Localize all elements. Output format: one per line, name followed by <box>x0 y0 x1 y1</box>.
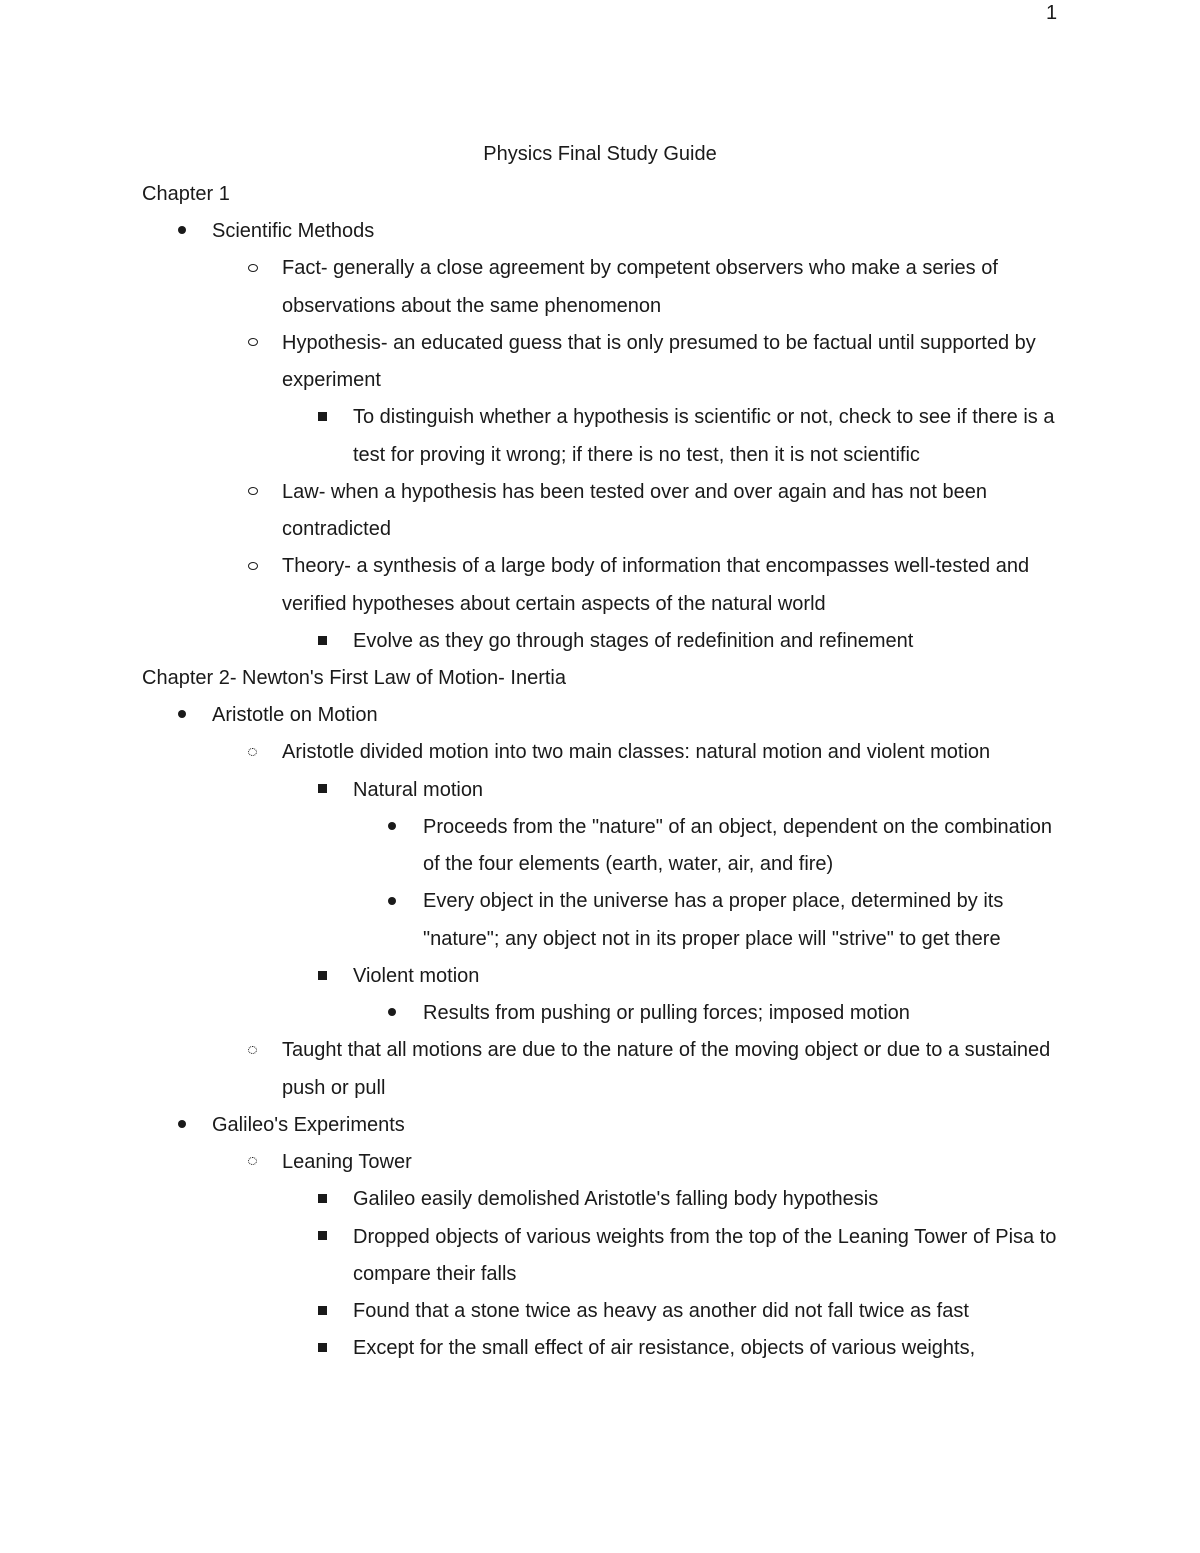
list-item: Hypothesis- an educated guess that is only presumed to be factual until supported by experiment <box>142 325 1072 400</box>
list-item: Proceeds from the "nature" of an object, dependent on the combination of the four elements (earth, water, air, and fire) <box>142 809 1072 884</box>
bullet-square-icon <box>318 1330 327 1367</box>
bullet-disc-icon <box>388 995 396 1032</box>
list-item: Aristotle on Motion <box>142 697 1072 734</box>
bullet-square-icon <box>318 958 327 995</box>
list-item: Leaning Tower <box>142 1144 1072 1181</box>
bullet-circle-icon <box>248 548 258 585</box>
list-item: Results from pushing or pulling forces; imposed motion <box>142 995 1072 1032</box>
bullet-circle-icon <box>248 250 258 287</box>
list-item: Aristotle divided motion into two main classes: natural motion and violent motion <box>142 734 1072 771</box>
list-item: Fact- generally a close agreement by competent observers who make a series of observations about the same phenomenon <box>142 250 1072 325</box>
list-item: Except for the small effect of air resistance, objects of various weights, <box>142 1330 1072 1367</box>
bullet-dotted-circle-icon <box>248 1032 257 1069</box>
bullet-square-icon <box>318 1293 327 1330</box>
bullet-square-icon <box>318 1181 327 1218</box>
document-body <box>142 176 1072 1368</box>
bullet-disc-icon <box>178 213 186 250</box>
bullet-disc-icon <box>388 883 396 920</box>
list-item: To distinguish whether a hypothesis is scientific or not, check to see if there is a test for proving it wrong; if there is no test, then it is not scientific <box>142 399 1072 474</box>
list-item: Scientific Methods <box>142 213 1072 250</box>
chapter-1-heading: Chapter 1 <box>142 183 230 205</box>
list-item: Violent motion <box>142 958 1072 995</box>
list-item: Dropped objects of various weights from the top of the Leaning Tower of Pisa to compare their falls <box>142 1219 1072 1294</box>
list-item: Every object in the universe has a proper place, determined by its "nature"; any object not in its proper place will "strive" to get there <box>142 883 1072 958</box>
list-item: Found that a stone twice as heavy as another did not fall twice as fast <box>142 1293 1072 1330</box>
bullet-square-icon <box>318 1219 327 1256</box>
list-item: Natural motion <box>142 772 1072 809</box>
bullet-disc-icon <box>178 697 186 734</box>
list-item: Theory- a synthesis of a large body of information that encompasses well-tested and verified hypotheses about certain aspects of the natural world <box>142 548 1072 623</box>
list-item: Galileo's Experiments <box>142 1107 1072 1144</box>
bullet-square-icon <box>318 623 327 660</box>
bullet-square-icon <box>318 772 327 809</box>
bullet-circle-icon <box>248 474 258 511</box>
list-item: Law- when a hypothesis has been tested over and over again and has not been contradicted <box>142 474 1072 549</box>
bullet-circle-icon <box>248 325 258 362</box>
bullet-dotted-circle-icon <box>248 1144 257 1181</box>
bullet-dotted-circle-icon <box>248 734 257 771</box>
bullet-disc-icon <box>178 1107 186 1144</box>
document-title: Physics Final Study Guide <box>483 143 717 165</box>
page-number: 1 <box>1046 2 1058 24</box>
list-item: Evolve as they go through stages of redefinition and refinement <box>142 623 1072 660</box>
list-item: Taught that all motions are due to the nature of the moving object or due to a sustained push or pull <box>142 1032 1072 1107</box>
bullet-square-icon <box>318 399 327 436</box>
list-item: Galileo easily demolished Aristotle's falling body hypothesis <box>142 1181 1072 1218</box>
chapter-2-heading: Chapter 2- Newton's First Law of Motion- Inertia <box>142 667 566 689</box>
bullet-disc-icon <box>388 809 396 846</box>
